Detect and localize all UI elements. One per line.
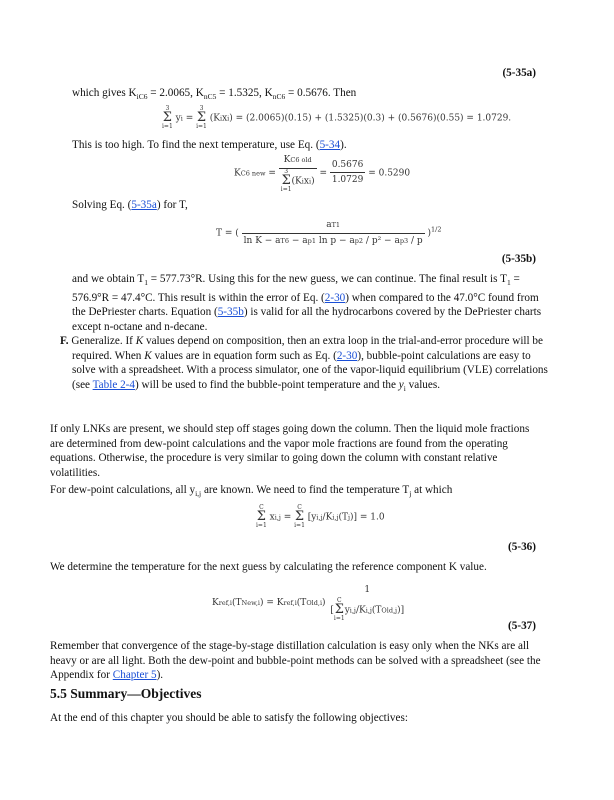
equation-sum-yi: 3 Σ i=1 yi = 3 Σ i=1 (Kixi) = (2.0065)(0.15) + (1.5325)(0.3) + (0.5676)(0.55) = 1.0729. [162,105,512,130]
link-eq-5-34[interactable]: 5-34 [319,139,341,151]
list-item-f: F. Generalize. If K values depend on composition, then an extra loop in the trial-and-error procedure will be required. When K values are in equation form such as Eq. (2-30), bubble-point calculations are easy to solve with a spreadsheet. With a process simulator, one of the vapor-liquid equilibrium (VLE) correlations (see Table 2-4) will be used to find the bubble-point temperature and the $y_i$ values. [60,335,548,394]
paragraph-dew-point: For dew-point calculations, all $y_{i,j}$ are known. We need to find the temperature $T_j$ at which [50,484,453,499]
paragraph-solving: Solving Eq. (5-35a) for T, [72,199,188,211]
equation-number-5-35a: (5-35a) [502,67,536,79]
equation-temperature: T = ( $\frac{aT1}{\text{ln K − aT6 − ap1 ln p − ap2 / p² − ap3 / p}}$ )$^{1/2}$ [216,220,442,246]
link-table-2-4[interactable]: Table 2-4 [92,378,136,391]
paragraph-reference-k: We determine the temperature for the next guess by calculating the reference component K value. [50,561,487,573]
paragraph-gives: which gives $K_{iC6} = 2.0065$, $K_{nC5} = 1.5325$, $K_{nC6} = 0.5676$. Then [72,87,357,102]
paragraph-lnk: If only LNKs are present, we should step off stages going down the column. Then the liquid mole fractions are determined from dew-point calculations and the vapor mole fractions are found from the operating equations. Otherwise, the procedure is very similar to going down the column with constant relative volatilities. [50,423,530,479]
link-chapter-5[interactable]: Chapter 5 [112,669,157,682]
link-eq-5-35a[interactable]: 5-35a [131,199,157,211]
equation-number-5-35b: (5-35b) [501,253,536,265]
paragraph-obtain: and we obtain $T_1 = 577.73^\circ R$. Using this for the new guess, we can continue. The final result is $T_1 = 576.9^\circ R = 47.4^\circ C$. This result is within the error of Eq. (2-30) when compared to the 47.0°C found from the DePriester charts. Equation (5-35b) is valid for all the hydrocarbons covered by the DePriester charts except n-octane and n-decane. [72,273,542,334]
link-eq-2-30[interactable]: 2-30 [324,291,346,304]
equation-number-5-36: (5-36) [508,541,536,553]
link-eq-2-30-b[interactable]: 2-30 [336,349,358,362]
link-eq-5-35b[interactable]: 5-35b [217,306,244,319]
equation-k-ref: Kref,i(TNew,i) = Kref,i(TOld,i) 1 [C Σ i=1yi,j/Ki,j(TOld,j)] [212,585,405,622]
equation-k-c6-new: KC6 new = KC6 old 3 Σ i=1(Kixi) = $\frac{0.5676}{1.0729}$ = 0.5290 [234,155,411,193]
paragraph-objectives-intro: At the end of this chapter you should be able to satisfy the following objectives: [50,712,408,724]
paragraph-remember: Remember that convergence of the stage-by-stage distillation calculation is easy only when the NKs are all heavy or are all light. Both the dew-point and bubble-point methods can be solved with a spreadsheet (see the Appendix for Chapter 5). [50,640,541,682]
paragraph-too-high: This is too high. To find the next temperature, use Eq. (5-34). [72,139,347,151]
equation-sum-xij: C Σ i=1 xi,j = C Σ i=1 [yi,j/Ki,j(Tj)] = 1.0 [256,504,385,529]
equation-number-5-37: (5-37) [508,620,536,632]
section-heading: 5.5 Summary—Objectives [50,686,202,701]
